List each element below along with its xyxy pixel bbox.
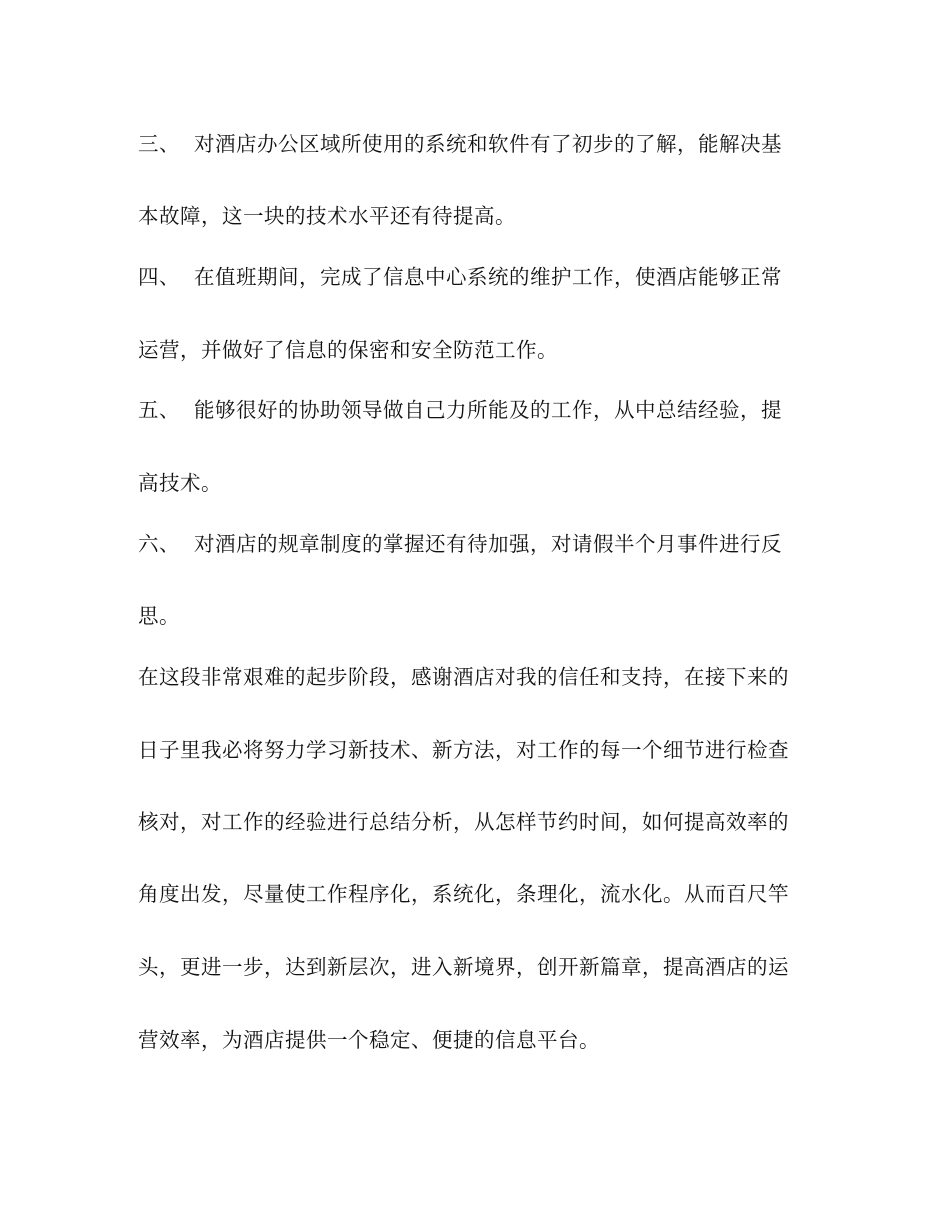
paragraph-line: 营效率，为酒店提供一个稳定、便捷的信息平台。 — [138, 1028, 600, 1052]
list-item-text: 在值班期间，完成了信息中心系统的维护工作，使酒店能够正常 — [194, 265, 782, 289]
paragraph-line: 核对，对工作的经验进行总结分析，从怎样节约时间，如何提高效率的 — [138, 810, 789, 834]
list-item-line — [138, 267, 782, 288]
paragraph-line: 头，更进一步，达到新层次，进入新境界，创开新篇章，提高酒店的运 — [138, 955, 789, 979]
paragraph-line: 角度出发，尽量使工作程序化，系统化，条理化，流水化。从而百尺竿 — [138, 882, 789, 906]
list-item-text: 能够很好的协助领导做自己力所能及的工作，从中总结经验，提 — [194, 398, 782, 422]
list-item-line — [138, 134, 782, 155]
paragraph-line: 在这段非常艰难的起步阶段，感谢酒店对我的信任和支持，在接下来的 — [138, 665, 789, 689]
list-item-continuation: 思。 — [138, 604, 180, 628]
list-item-number: 三、 — [138, 132, 180, 156]
list-item-continuation: 高技术。 — [138, 471, 222, 495]
list-item-number: 五、 — [138, 398, 180, 422]
list-item-text: 对酒店办公区域所使用的系统和软件有了初步的了解，能解决基 — [194, 132, 782, 156]
list-item-number: 四、 — [138, 265, 180, 289]
list-item-line — [138, 534, 782, 555]
list-item-line — [138, 400, 782, 421]
list-item-continuation: 运营，并做好了信息的保密和安全防范工作。 — [138, 338, 558, 362]
list-item-continuation: 本故障，这一块的技术水平还有待提高。 — [138, 204, 516, 228]
list-item-number: 六、 — [138, 532, 180, 556]
paragraph-line: 日子里我必将努力学习新技术、新方法，对工作的每一个细节进行检查 — [138, 738, 789, 762]
list-item-text: 对酒店的规章制度的掌握还有待加强，对请假半个月事件进行反 — [194, 532, 782, 556]
